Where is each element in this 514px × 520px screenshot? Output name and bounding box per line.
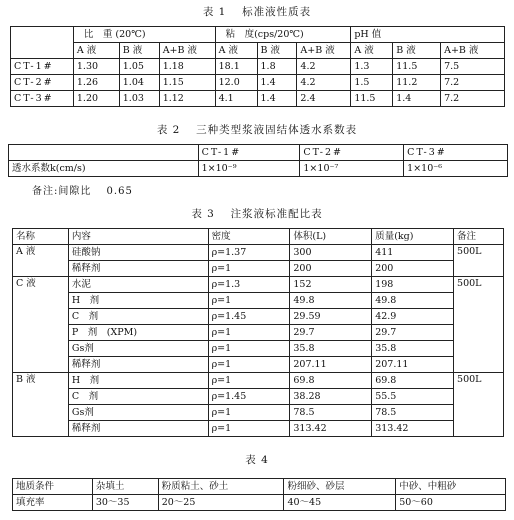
table2-header xyxy=(9,145,508,161)
table-cell: 1.4 xyxy=(393,91,441,107)
table-cell: 200 xyxy=(372,261,454,277)
table-cell: 40～45 xyxy=(284,495,396,511)
table-cell: 4.2 xyxy=(297,75,351,91)
table1-caption: 表 1 标准液性质表 xyxy=(202,6,312,18)
table-row xyxy=(13,325,504,341)
table-cell: 稀释剂 xyxy=(68,421,208,437)
table-row xyxy=(13,373,504,389)
table-cell: 313.42 xyxy=(372,421,454,437)
table4-caption: 表 4 xyxy=(245,454,269,466)
row-label: 地质条件 xyxy=(13,479,93,495)
table2-header-cell: CT-2# xyxy=(300,145,404,161)
table-cell: 11.2 xyxy=(393,75,441,91)
table1-corner-cell xyxy=(11,27,74,59)
group-remark: 500L xyxy=(454,245,504,277)
table-cell: P 剂 (XPM) xyxy=(68,325,208,341)
table-row xyxy=(13,421,504,437)
table-cell: 29.59 xyxy=(290,309,372,325)
group-name: C 液 xyxy=(13,277,69,373)
table-cell: ρ=1 xyxy=(208,373,290,389)
table-cell: 水泥 xyxy=(68,277,208,293)
table3-header-cell: 质量(kg) xyxy=(372,229,454,245)
table-cell: 1.26 xyxy=(73,75,119,91)
row-label: CT-3# xyxy=(11,91,74,107)
table-cell: 69.8 xyxy=(290,373,372,389)
table1-sub-header-cell: B 液 xyxy=(393,43,441,59)
table-cell: 313.42 xyxy=(290,421,372,437)
table-cell: 1.20 xyxy=(73,91,119,107)
table2-header-cell: CT-3# xyxy=(404,145,508,161)
table2-note: 备注:间隙比 0.65 xyxy=(32,186,133,197)
table1-sub-header-cell: A+B 液 xyxy=(441,43,505,59)
table3-header-cell: 密度 xyxy=(208,229,290,245)
table-cell: 稀释剂 xyxy=(68,357,208,373)
table-cell: 20～25 xyxy=(158,495,284,511)
table3 xyxy=(12,228,504,437)
table-cell: 411 xyxy=(372,245,454,261)
table-cell: 1.3 xyxy=(351,59,393,75)
group-name: A 液 xyxy=(13,245,69,277)
table-row xyxy=(13,479,506,495)
table-cell: 1.18 xyxy=(159,59,215,75)
table-row xyxy=(13,495,506,511)
table-cell: Gs剂 xyxy=(68,405,208,421)
table-cell: 1.4 xyxy=(257,91,297,107)
table3-caption: 表 3 注浆液标准配比表 xyxy=(191,208,323,220)
table-cell: ρ=1.45 xyxy=(208,389,290,405)
table-cell: 207.11 xyxy=(290,357,372,373)
table1-sub-header-cell: B 液 xyxy=(257,43,297,59)
table-cell: 7.2 xyxy=(441,75,505,91)
table-cell: ρ=1.45 xyxy=(208,309,290,325)
table1-sub-header-cell: A 液 xyxy=(73,43,119,59)
table-cell: 198 xyxy=(372,277,454,293)
table1-sub-header-cell: A+B 液 xyxy=(297,43,351,59)
table2-header-cell: CT-1# xyxy=(198,145,300,161)
table1-sub-header xyxy=(11,43,505,59)
table-cell: 11.5 xyxy=(393,59,441,75)
table2-caption: 表 2 三种类型浆液固结体透水系数表 xyxy=(156,124,358,136)
row-label: 透水系数k(cm/s) xyxy=(9,161,199,177)
table-cell: 1.03 xyxy=(119,91,159,107)
table2 xyxy=(8,144,508,177)
table-cell: 中砂、中粗砂 xyxy=(396,479,506,495)
table-cell: C 剂 xyxy=(68,389,208,405)
table-cell: 1.15 xyxy=(159,75,215,91)
table-cell: 1.8 xyxy=(257,59,297,75)
table-cell: 1×10⁻⁶ xyxy=(404,161,508,177)
table-cell: C 剂 xyxy=(68,309,208,325)
table-row xyxy=(13,293,504,309)
table-cell: 2.4 xyxy=(297,91,351,107)
table-cell: 7.2 xyxy=(441,91,505,107)
table-row xyxy=(13,261,504,277)
table-row xyxy=(13,341,504,357)
table1-group-ph: pH 值 xyxy=(351,27,505,43)
table1-group-header xyxy=(11,27,505,43)
table-cell: 38.28 xyxy=(290,389,372,405)
table-row xyxy=(11,91,505,107)
table-cell: 152 xyxy=(290,277,372,293)
table-row xyxy=(13,405,504,421)
table-cell: 42.9 xyxy=(372,309,454,325)
table3-header xyxy=(13,229,504,245)
group-name: B 液 xyxy=(13,373,69,437)
table1-group-viscosity: 粘 度(cps/20℃) xyxy=(215,27,351,43)
table1-sub-header-cell: B 液 xyxy=(119,43,159,59)
table-cell: 49.8 xyxy=(372,293,454,309)
table-cell: 200 xyxy=(290,261,372,277)
table-cell: ρ=1 xyxy=(208,293,290,309)
table-cell: 硅酸钠 xyxy=(68,245,208,261)
table-cell: H 剂 xyxy=(68,293,208,309)
row-label: CT-1# xyxy=(11,59,74,75)
table-cell: 7.5 xyxy=(441,59,505,75)
table-cell: 300 xyxy=(290,245,372,261)
table-cell: 30～35 xyxy=(92,495,158,511)
table3-header-cell: 体积(L) xyxy=(290,229,372,245)
table-cell: 1.12 xyxy=(159,91,215,107)
table-cell: ρ=1 xyxy=(208,325,290,341)
table-cell: 50～60 xyxy=(396,495,506,511)
table-row xyxy=(13,309,504,325)
table-cell: 29.7 xyxy=(372,325,454,341)
table-cell: ρ=1 xyxy=(208,261,290,277)
table-cell: 1.5 xyxy=(351,75,393,91)
table-cell: 11.5 xyxy=(351,91,393,107)
table-cell: 18.1 xyxy=(215,59,257,75)
table-cell: 49.8 xyxy=(290,293,372,309)
table-row xyxy=(13,277,504,293)
table-cell: 69.8 xyxy=(372,373,454,389)
table-cell: 1.4 xyxy=(257,75,297,91)
table-cell: ρ=1.37 xyxy=(208,245,290,261)
table-cell: 12.0 xyxy=(215,75,257,91)
table4 xyxy=(12,478,506,511)
table-cell: 1.04 xyxy=(119,75,159,91)
table-row xyxy=(13,245,504,261)
table3-header-cell: 内容 xyxy=(68,229,208,245)
table-cell: 1.30 xyxy=(73,59,119,75)
group-remark: 500L xyxy=(454,277,504,373)
table-cell: 4.1 xyxy=(215,91,257,107)
table-cell: 稀释剂 xyxy=(68,261,208,277)
table-row xyxy=(13,389,504,405)
table-cell: 78.5 xyxy=(290,405,372,421)
table1-sub-header-cell: A+B 液 xyxy=(159,43,215,59)
table-cell: 207.11 xyxy=(372,357,454,373)
row-label: CT-2# xyxy=(11,75,74,91)
table-row xyxy=(11,75,505,91)
table-cell: ρ=1 xyxy=(208,341,290,357)
table-cell: H 剂 xyxy=(68,373,208,389)
table-cell: 1×10⁻⁷ xyxy=(300,161,404,177)
table-cell: 55.5 xyxy=(372,389,454,405)
table1-sub-header-cell: A 液 xyxy=(215,43,257,59)
table-row xyxy=(11,59,505,75)
table1-sub-header-cell: A 液 xyxy=(351,43,393,59)
table-row xyxy=(9,161,508,177)
table-cell: 78.5 xyxy=(372,405,454,421)
table-cell: 粉质粘土、砂土 xyxy=(158,479,284,495)
table-cell: 1.05 xyxy=(119,59,159,75)
table-cell: 杂填土 xyxy=(92,479,158,495)
table-cell: 29.7 xyxy=(290,325,372,341)
table1-group-density: 比 重 (20℃) xyxy=(73,27,215,43)
table-cell: 35.8 xyxy=(372,341,454,357)
table2-corner-cell xyxy=(9,145,199,161)
table-cell: ρ=1 xyxy=(208,357,290,373)
table-cell: 4.2 xyxy=(297,59,351,75)
table-row xyxy=(13,357,504,373)
table-cell: ρ=1 xyxy=(208,405,290,421)
table-cell: 粉细砂、砂层 xyxy=(284,479,396,495)
table-cell: 35.8 xyxy=(290,341,372,357)
table-cell: 1×10⁻⁹ xyxy=(198,161,300,177)
row-label: 填充率 xyxy=(13,495,93,511)
table-cell: ρ=1 xyxy=(208,421,290,437)
table-cell: ρ=1.3 xyxy=(208,277,290,293)
table3-header-cell: 备注 xyxy=(454,229,504,245)
table3-header-cell: 名称 xyxy=(13,229,69,245)
table1 xyxy=(10,26,505,107)
group-remark: 500L xyxy=(454,373,504,437)
table-cell: Gs剂 xyxy=(68,341,208,357)
